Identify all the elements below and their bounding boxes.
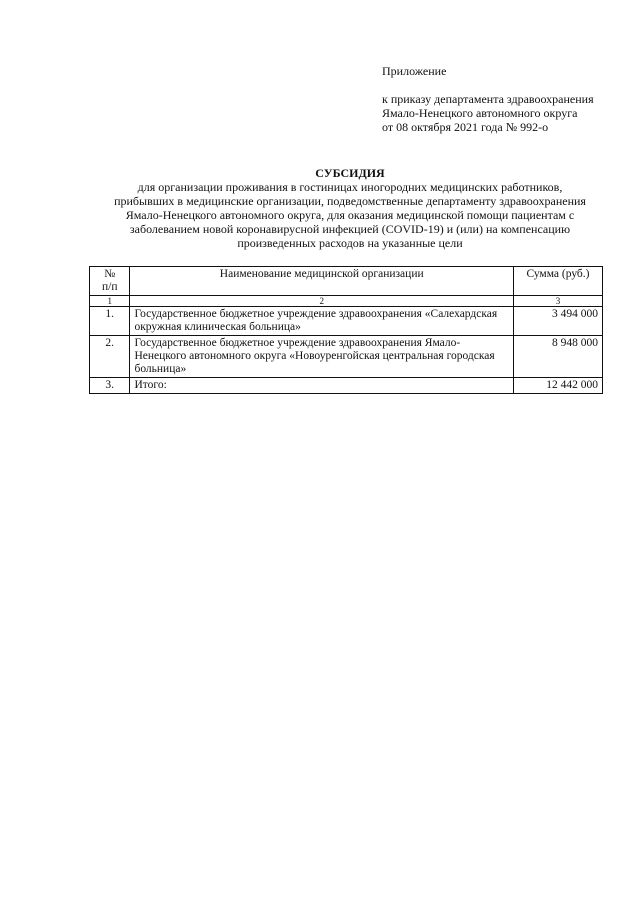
table-row (90, 336, 603, 378)
subtitle-line: прибывших в медицинские организации, подведомственные департаменту здравоохранения (114, 194, 586, 208)
header-num-line2: п/п (101, 281, 118, 293)
row-org-name: Государственное бюджетное учреждение здравоохранения Ямало-Ненецкого автономного округа «Новоуренгойская центральная городская больница» (130, 336, 513, 378)
total-label: Итого: (130, 378, 513, 394)
column-index: 3 (513, 296, 602, 307)
table-row (90, 307, 603, 336)
row-num: 3. (90, 378, 130, 394)
subtitle-line: для организации проживания в гостиницах иногородних медицинских работников, (137, 180, 563, 194)
row-sum: 8 948 000 (513, 336, 602, 378)
appendix-line: к приказу департамента здравоохранения (382, 92, 594, 106)
table-header-row (90, 267, 603, 296)
header-sum: Сумма (руб.) (513, 267, 602, 296)
row-num: 1. (90, 307, 130, 336)
appendix-reference (382, 92, 594, 134)
row-num: 2. (90, 336, 130, 378)
table-total-row (90, 378, 603, 394)
header-num (90, 267, 130, 296)
appendix-line: от 08 октября 2021 года № 992-о (382, 120, 549, 134)
total-sum: 12 442 000 (513, 378, 602, 394)
header-num-line1: № (104, 268, 116, 280)
subtitle-line: произведенных расходов на указанные цели (237, 236, 463, 250)
column-index: 1 (90, 296, 130, 307)
header-name: Наименование медицинской организации (130, 267, 513, 296)
subtitle-line: заболеванием новой коронавирусной инфекцией (COVID-19) и (или) на компенсацию (129, 222, 571, 236)
subsidy-table (89, 266, 603, 394)
appendix-line: Ямало-Ненецкого автономного округа (382, 106, 578, 120)
document-subtitle (80, 180, 620, 250)
appendix-title: Приложение (382, 64, 447, 78)
subtitle-line: Ямало-Ненецкого автономного округа, для оказания медицинской помощи пациентам с (125, 208, 575, 222)
row-org-name: Государственное бюджетное учреждение здравоохранения «Салехардская окружная клиническая больница» (130, 307, 513, 336)
document-title: СУБСИДИЯ (315, 166, 385, 180)
column-index: 2 (130, 296, 513, 307)
column-index-row (90, 296, 603, 307)
row-sum: 3 494 000 (513, 307, 602, 336)
